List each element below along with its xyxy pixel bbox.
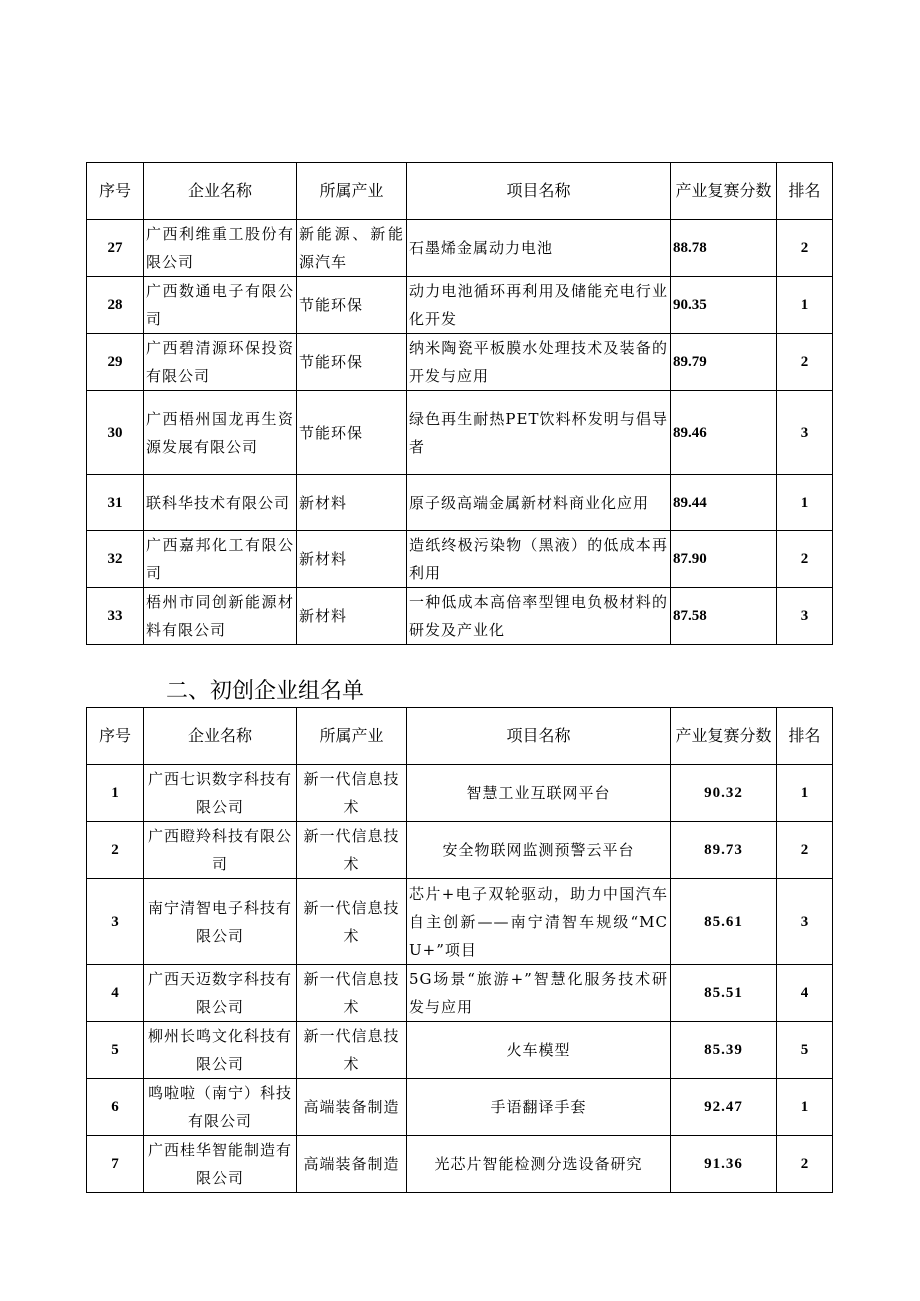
header-seq: 序号	[87, 163, 144, 220]
header-rank: 排名	[777, 163, 833, 220]
cell-project: 一种低成本高倍率型锂电负极材料的研发及产业化	[407, 588, 671, 645]
cell-score: 85.39	[671, 1022, 777, 1079]
cell-rank: 5	[777, 1022, 833, 1079]
cell-industry: 新一代信息技术	[297, 879, 407, 965]
cell-industry: 节能环保	[297, 334, 407, 391]
cell-project: 光芯片智能检测分选设备研究	[407, 1136, 671, 1193]
cell-industry: 新能源、新能源汽车	[297, 220, 407, 277]
cell-score: 89.73	[671, 822, 777, 879]
cell-project: 火车模型	[407, 1022, 671, 1079]
cell-project: 动力电池循环再利用及储能充电行业化开发	[407, 277, 671, 334]
header-project: 项目名称	[407, 708, 671, 765]
table-row	[87, 531, 833, 588]
section-title: 二、初创企业组名单	[166, 679, 365, 704]
cell-rank: 2	[777, 334, 833, 391]
cell-seq: 28	[87, 277, 144, 334]
cell-seq: 7	[87, 1136, 144, 1193]
cell-company: 柳州长鸣文化科技有限公司	[144, 1022, 297, 1079]
cell-company: 梧州市同创新能源材料有限公司	[144, 588, 297, 645]
cell-score: 87.90	[671, 531, 777, 588]
cell-rank: 4	[777, 965, 833, 1022]
cell-company: 广西瞪羚科技有限公司	[144, 822, 297, 879]
cell-industry: 新材料	[297, 531, 407, 588]
cell-company: 广西七识数字科技有限公司	[144, 765, 297, 822]
cell-score: 89.79	[671, 334, 777, 391]
cell-company: 广西天迈数字科技有限公司	[144, 965, 297, 1022]
cell-company: 广西桂华智能制造有限公司	[144, 1136, 297, 1193]
table-row	[87, 334, 833, 391]
cell-rank: 2	[777, 531, 833, 588]
cell-industry: 新一代信息技术	[297, 965, 407, 1022]
cell-project: 原子级高端金属新材料商业化应用	[407, 475, 671, 531]
table-header-row	[87, 708, 833, 765]
cell-seq: 1	[87, 765, 144, 822]
cell-industry: 新材料	[297, 588, 407, 645]
table-row	[87, 965, 833, 1022]
cell-project: 手语翻译手套	[407, 1079, 671, 1136]
table-row	[87, 475, 833, 531]
cell-project: 安全物联网监测预警云平台	[407, 822, 671, 879]
cell-project: 5G场景“旅游+”智慧化服务技术研发与应用	[407, 965, 671, 1022]
cell-rank: 2	[777, 1136, 833, 1193]
cell-project: 石墨烯金属动力电池	[407, 220, 671, 277]
cell-rank: 3	[777, 879, 833, 965]
cell-industry: 新一代信息技术	[297, 1022, 407, 1079]
cell-rank: 2	[777, 822, 833, 879]
table-row	[87, 391, 833, 475]
cell-company: 南宁清智电子科技有限公司	[144, 879, 297, 965]
cell-industry: 高端装备制造	[297, 1079, 407, 1136]
cell-seq: 30	[87, 391, 144, 475]
cell-score: 90.32	[671, 765, 777, 822]
table-row	[87, 822, 833, 879]
cell-seq: 27	[87, 220, 144, 277]
header-rank: 排名	[777, 708, 833, 765]
cell-score: 91.36	[671, 1136, 777, 1193]
cell-seq: 33	[87, 588, 144, 645]
cell-seq: 4	[87, 965, 144, 1022]
cell-company: 广西梧州国龙再生资源发展有限公司	[144, 391, 297, 475]
cell-project: 造纸终极污染物（黑液）的低成本再利用	[407, 531, 671, 588]
cell-seq: 3	[87, 879, 144, 965]
cell-company: 鸣啦啦（南宁）科技有限公司	[144, 1079, 297, 1136]
header-industry: 所属产业	[297, 708, 407, 765]
header-seq: 序号	[87, 708, 144, 765]
table-row	[87, 1079, 833, 1136]
cell-score: 87.58	[671, 588, 777, 645]
table-row	[87, 1136, 833, 1193]
cell-rank: 1	[777, 475, 833, 531]
table-header-row	[87, 163, 833, 220]
cell-seq: 29	[87, 334, 144, 391]
header-score: 产业复赛分数	[671, 708, 777, 765]
cell-rank: 1	[777, 277, 833, 334]
cell-score: 89.44	[671, 475, 777, 531]
cell-rank: 1	[777, 1079, 833, 1136]
cell-project: 智慧工业互联网平台	[407, 765, 671, 822]
table-row	[87, 277, 833, 334]
table-startup-group	[86, 707, 833, 1193]
cell-seq: 2	[87, 822, 144, 879]
cell-rank: 3	[777, 588, 833, 645]
table-row	[87, 879, 833, 965]
cell-score: 92.47	[671, 1079, 777, 1136]
table-row	[87, 1022, 833, 1079]
cell-industry: 节能环保	[297, 391, 407, 475]
cell-project: 绿色再生耐热PET饮料杯发明与倡导者	[407, 391, 671, 475]
cell-industry: 新一代信息技术	[297, 822, 407, 879]
cell-score: 88.78	[671, 220, 777, 277]
cell-project: 芯片+电子双轮驱动，助力中国汽车自主创新——南宁清智车规级“MCU+”项目	[407, 879, 671, 965]
table-established-group	[86, 162, 833, 645]
cell-rank: 3	[777, 391, 833, 475]
cell-industry: 节能环保	[297, 277, 407, 334]
cell-company: 广西嘉邦化工有限公司	[144, 531, 297, 588]
cell-seq: 6	[87, 1079, 144, 1136]
table-row	[87, 220, 833, 277]
cell-company: 联科华技术有限公司	[144, 475, 297, 531]
cell-seq: 5	[87, 1022, 144, 1079]
cell-score: 90.35	[671, 277, 777, 334]
header-company: 企业名称	[144, 163, 297, 220]
table-row	[87, 765, 833, 822]
cell-rank: 1	[777, 765, 833, 822]
cell-score: 85.61	[671, 879, 777, 965]
cell-project: 纳米陶瓷平板膜水处理技术及装备的开发与应用	[407, 334, 671, 391]
cell-score: 89.46	[671, 391, 777, 475]
cell-seq: 31	[87, 475, 144, 531]
cell-industry: 新材料	[297, 475, 407, 531]
cell-company: 广西数通电子有限公司	[144, 277, 297, 334]
header-company: 企业名称	[144, 708, 297, 765]
cell-industry: 高端装备制造	[297, 1136, 407, 1193]
cell-company: 广西碧清源环保投资有限公司	[144, 334, 297, 391]
cell-industry: 新一代信息技术	[297, 765, 407, 822]
cell-company: 广西利维重工股份有限公司	[144, 220, 297, 277]
table-row	[87, 588, 833, 645]
header-industry: 所属产业	[297, 163, 407, 220]
cell-seq: 32	[87, 531, 144, 588]
cell-score: 85.51	[671, 965, 777, 1022]
header-score: 产业复赛分数	[671, 163, 777, 220]
cell-rank: 2	[777, 220, 833, 277]
header-project: 项目名称	[407, 163, 671, 220]
